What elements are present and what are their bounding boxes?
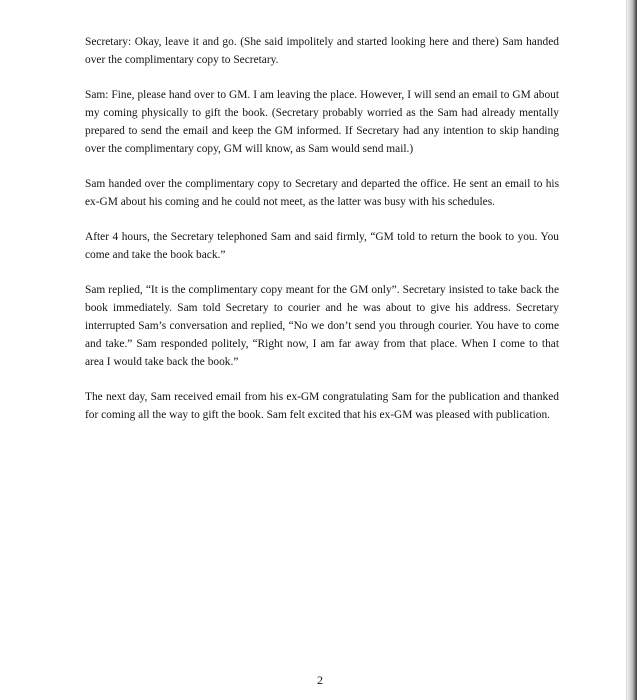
paragraph-next-day: The next day, Sam received email from his ex-GM congratulating Sam for the publication and thanked for coming all the way to gift the book. Sam felt excited that his ex-GM was pleased with publication. [85, 391, 559, 421]
paragraph-secretary-okay: Secretary: Okay, leave it and go. (She said impolitely and started looking here and there) Sam handed over the complimentary copy to Secretary. [85, 36, 559, 66]
paragraph-sam-fine: Sam: Fine, please hand over to GM. I am leaving the place. However, I will send an email to GM about my coming physically to gift the book. (Secretary probably worried as the Sam had already mentally prepared to send the email and keep the GM informed. If Secretary had any intention to skip handing over the complimentary copy, GM will know, as Sam would send mail.) [85, 89, 559, 155]
page-body [85, 33, 559, 441]
page-edge-shadow [627, 0, 637, 700]
paragraph-after-four-hours: After 4 hours, the Secretary telephoned Sam and said firmly, “GM told to return the book to you. You come and take the book back.” [85, 231, 559, 261]
paragraph-sam-handed-over: Sam handed over the complimentary copy to Secretary and departed the office. He sent an email to his ex-GM about his coming and he could not meet, as the latter was busy with his schedules. [85, 178, 559, 208]
page-number: 2 [317, 673, 323, 687]
paragraph-sam-replied: Sam replied, “It is the complimentary copy meant for the GM only”. Secretary insisted to take back the book immediately. Sam told Secretary to courier and he was about to give his address. Secretary interrupted Sam’s conversation and replied, “No we don’t send you through courier. You have to come and take.” Sam responded politely, “Right now, I am far away from that place. When I come to that area I would take back the book.” [85, 284, 559, 368]
